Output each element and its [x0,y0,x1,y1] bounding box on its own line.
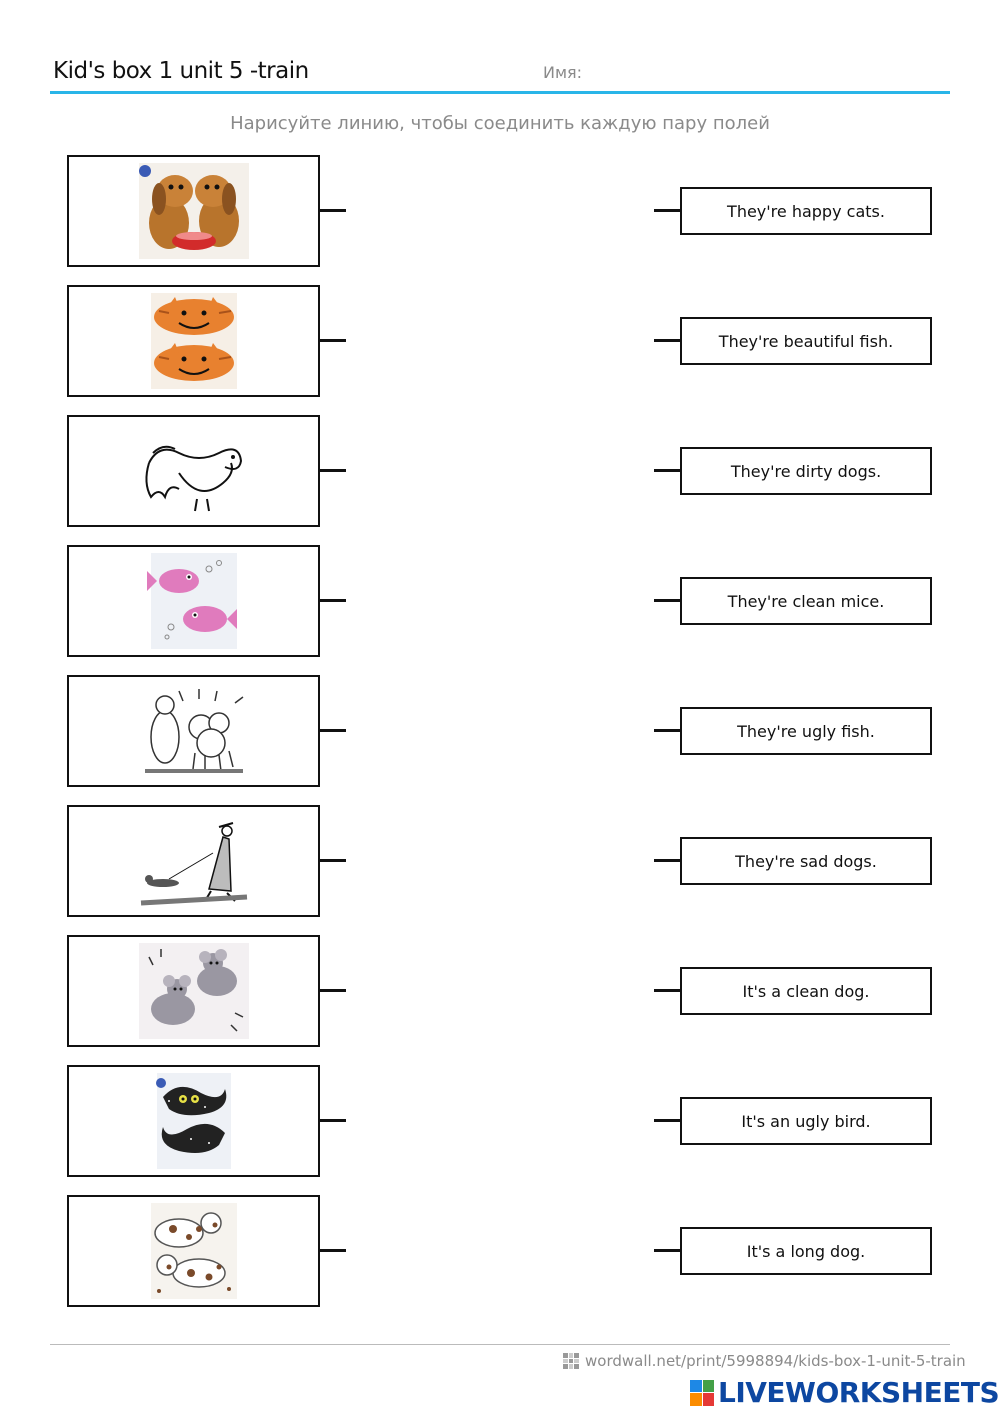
right-label-box[interactable]: It's an ugly bird. [680,1097,932,1145]
brand-name: LIVEWORKSHEETS [718,1376,1000,1409]
right-connector [654,469,680,472]
left-picture-box[interactable] [67,155,320,267]
liveworksheets-logo-icon [690,1380,714,1406]
long-bird-picture [139,423,249,519]
two-sad-dogs-bowl-picture [139,163,249,259]
right-connector [654,1119,680,1122]
two-pink-fish-picture [139,553,249,649]
match-row [0,155,1000,267]
right-connector [654,729,680,732]
spotted-dirty-dogs-picture [139,1203,249,1299]
left-picture-box[interactable] [67,805,320,917]
left-connector [320,209,346,212]
right-label-box[interactable]: It's a long dog. [680,1227,932,1275]
left-picture-box[interactable] [67,415,320,527]
ugly-black-fish-picture [139,1073,249,1169]
match-row [0,805,1000,917]
liveworksheets-brand[interactable] [690,1376,999,1409]
name-field-label: Имя: [543,63,583,82]
left-connector [320,469,346,472]
match-row [0,1065,1000,1177]
long-dog-walker-picture [139,813,249,909]
right-label-box[interactable]: They're clean mice. [680,577,932,625]
match-row [0,285,1000,397]
right-connector [654,209,680,212]
left-connector [320,729,346,732]
left-picture-box[interactable] [67,1065,320,1177]
left-connector [320,339,346,342]
left-connector [320,859,346,862]
right-connector [654,1249,680,1252]
header-divider [50,91,950,94]
left-picture-box[interactable] [67,1195,320,1307]
right-label-box[interactable]: It's a clean dog. [680,967,932,1015]
left-picture-box[interactable] [67,545,320,657]
left-connector [320,1119,346,1122]
footer-source [563,1352,966,1370]
match-row [0,1195,1000,1307]
worksheet-title: Kid's box 1 unit 5 -train [53,58,309,84]
right-label-box[interactable]: They're beautiful fish. [680,317,932,365]
right-label-box[interactable]: They're sad dogs. [680,837,932,885]
left-picture-box[interactable] [67,285,320,397]
match-row [0,935,1000,1047]
left-connector [320,599,346,602]
left-picture-box[interactable] [67,935,320,1047]
match-row [0,675,1000,787]
two-happy-cats-picture [139,293,249,389]
right-connector [654,599,680,602]
left-connector [320,989,346,992]
footer-divider [50,1344,950,1345]
left-picture-box[interactable] [67,675,320,787]
left-connector [320,1249,346,1252]
right-connector [654,859,680,862]
match-row [0,415,1000,527]
right-connector [654,339,680,342]
right-label-box[interactable]: They're dirty dogs. [680,447,932,495]
instruction-text: Нарисуйте линию, чтобы соединить каждую пару полей [230,113,770,134]
dirty-dogs-picture [139,683,249,779]
two-mice-picture [139,943,249,1039]
right-connector [654,989,680,992]
right-label-box[interactable]: They're happy cats. [680,187,932,235]
wordwall-logo-icon [563,1353,579,1369]
right-label-box[interactable]: They're ugly fish. [680,707,932,755]
match-row [0,545,1000,657]
source-url[interactable]: wordwall.net/print/5998894/kids-box-1-unit-5-train [585,1352,966,1370]
